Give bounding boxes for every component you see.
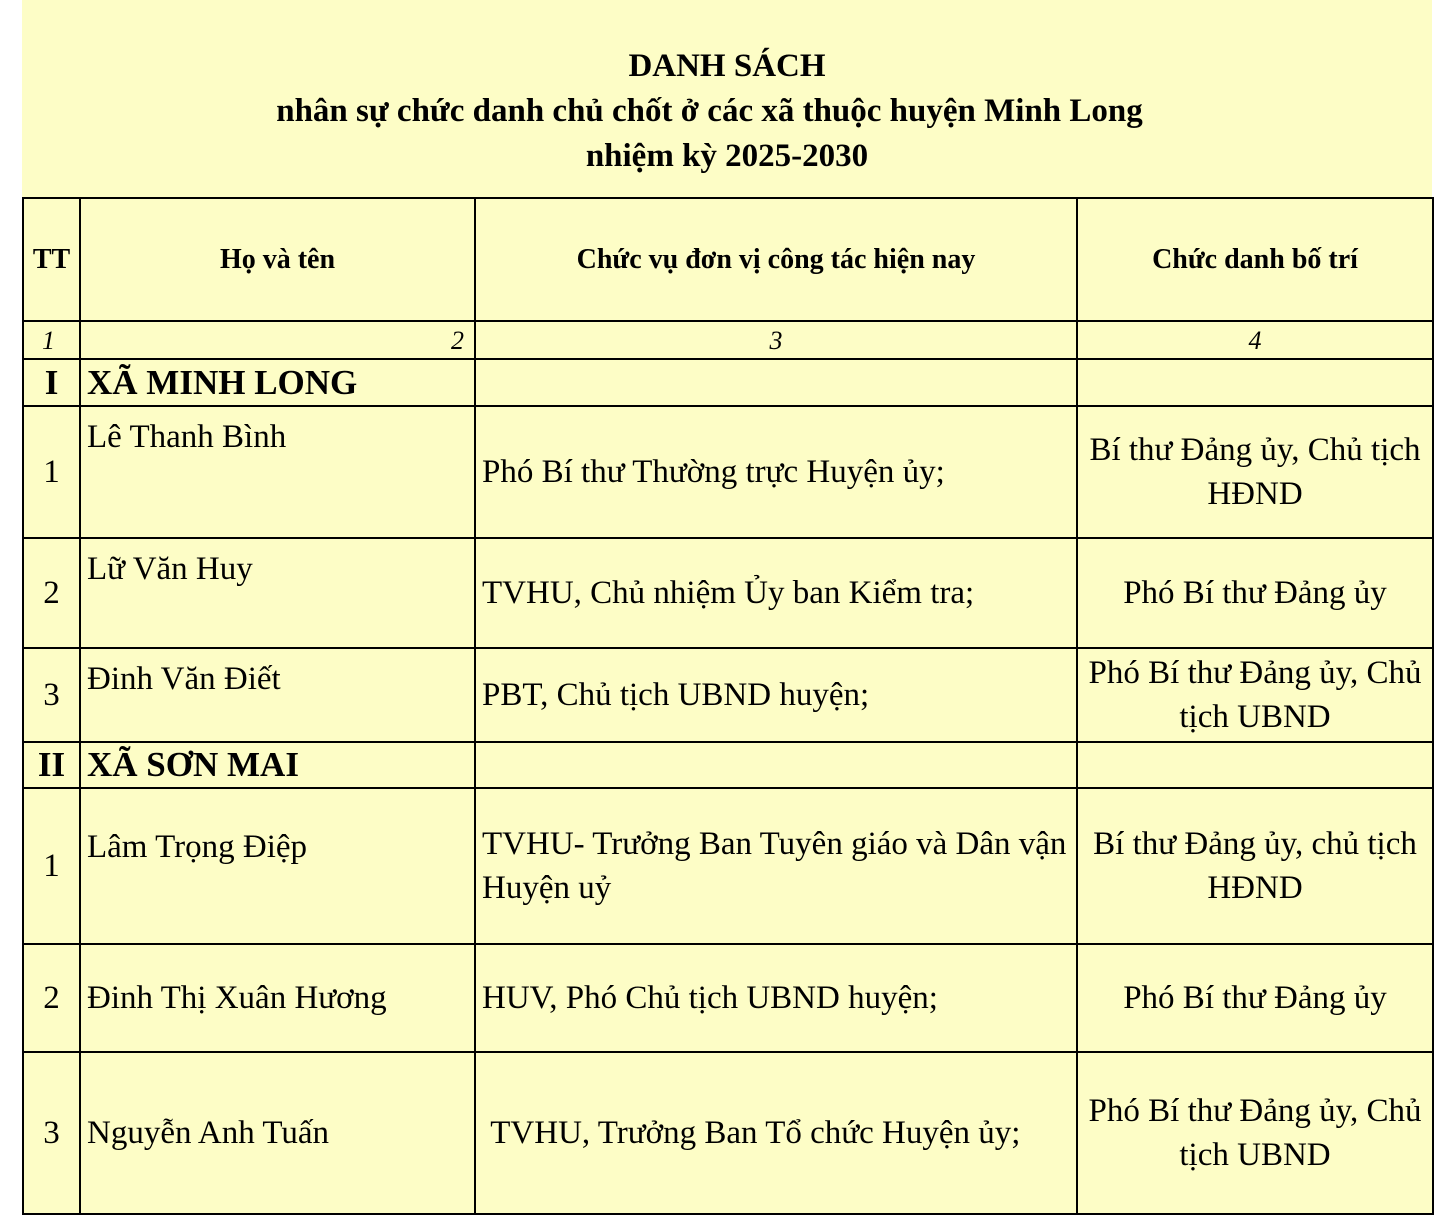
index-cell: 1: [23, 321, 80, 359]
assigned-role: Phó Bí thư Đảng ủy, Chủ tịch UBND: [1077, 648, 1433, 742]
table-row: [23, 538, 1433, 648]
row-number: 1: [23, 406, 80, 538]
header-position: Chức vụ đơn vị công tác hiện nay: [475, 198, 1077, 321]
person-name: Lâm Trọng Điệp: [80, 788, 475, 944]
person-name: Lữ Văn Huy: [80, 538, 475, 648]
column-index-row: [23, 321, 1433, 359]
table-row: [23, 648, 1433, 742]
current-position: Phó Bí thư Thường trực Huyện ủy;: [475, 406, 1077, 538]
header-role: Chức danh bố trí: [1077, 198, 1433, 321]
person-name: Đinh Thị Xuân Hương: [80, 944, 475, 1052]
row-number: 2: [23, 944, 80, 1052]
row-number: 2: [23, 538, 80, 648]
assigned-role: Phó Bí thư Đảng ủy: [1077, 944, 1433, 1052]
person-name: Lê Thanh Bình: [80, 406, 475, 538]
current-position: TVHU- Trưởng Ban Tuyên giáo và Dân vận Huyện uỷ: [475, 788, 1077, 944]
title-heading: DANH SÁCH: [628, 48, 826, 84]
header-tt: TT: [23, 198, 80, 321]
current-position: TVHU, Chủ nhiệm Ủy ban Kiểm tra;: [475, 538, 1077, 648]
section-name: XÃ MINH LONG: [80, 359, 475, 406]
row-number: 3: [23, 1052, 80, 1214]
section-number: II: [23, 742, 80, 788]
index-cell: 4: [1077, 321, 1433, 359]
current-position: PBT, Chủ tịch UBND huyện;: [475, 648, 1077, 742]
empty-cell: [475, 742, 1077, 788]
assigned-role: Phó Bí thư Đảng ủy, Chủ tịch UBND: [1077, 1052, 1433, 1214]
person-name: Nguyễn Anh Tuấn: [80, 1052, 475, 1214]
assigned-role: Bí thư Đảng ủy, chủ tịch HĐND: [1077, 788, 1433, 944]
table-row: [23, 1052, 1433, 1214]
header-name: Họ và tên: [80, 198, 475, 321]
title-subheading: nhân sự chức danh chủ chốt ở các xã thuộc huyện Minh Long: [276, 93, 1143, 129]
document-title: [22, 44, 1432, 179]
section-name: XÃ SƠN MAI: [80, 742, 475, 788]
index-cell: 3: [475, 321, 1077, 359]
empty-cell: [475, 359, 1077, 406]
title-term: nhiệm kỳ 2025-2030: [585, 138, 869, 174]
row-number: 1: [23, 788, 80, 944]
person-name: Đinh Văn Điết: [80, 648, 475, 742]
section-number: I: [23, 359, 80, 406]
table-row: [23, 944, 1433, 1052]
table-row: [23, 406, 1433, 538]
personnel-table: [22, 197, 1434, 1215]
table-row: [23, 788, 1433, 944]
index-cell: 2: [80, 321, 475, 359]
section-row: [23, 742, 1433, 788]
section-row: [23, 359, 1433, 406]
table-header-row: [23, 198, 1433, 321]
row-number: 3: [23, 648, 80, 742]
assigned-role: Bí thư Đảng ủy, Chủ tịch HĐND: [1077, 406, 1433, 538]
current-position: TVHU, Trưởng Ban Tổ chức Huyện ủy;: [475, 1052, 1077, 1214]
current-position: HUV, Phó Chủ tịch UBND huyện;: [475, 944, 1077, 1052]
empty-cell: [1077, 359, 1433, 406]
assigned-role: Phó Bí thư Đảng ủy: [1077, 538, 1433, 648]
empty-cell: [1077, 742, 1433, 788]
document-sheet: [22, 0, 1432, 1212]
